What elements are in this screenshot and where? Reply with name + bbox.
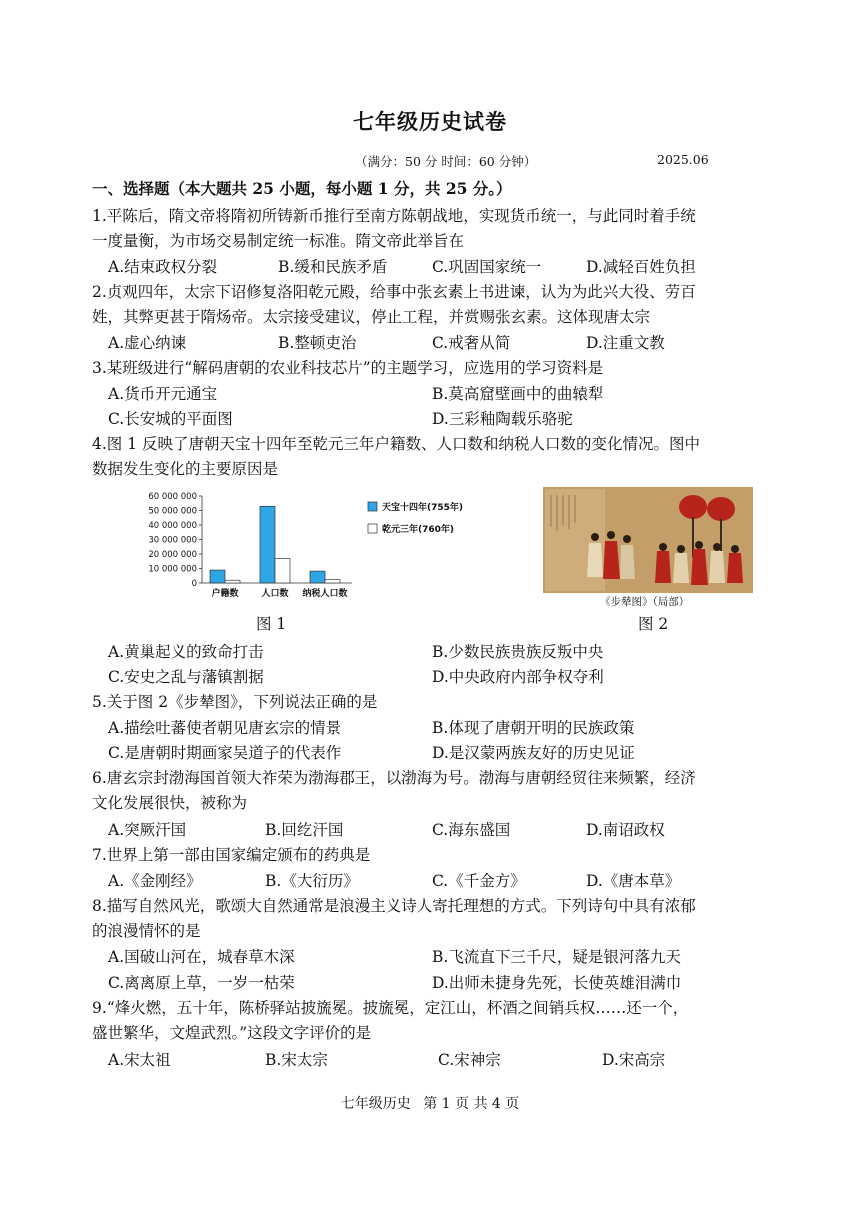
legend-swatch [368, 502, 377, 511]
bar-760 [225, 580, 240, 583]
option-c[interactable]: C.离离原上草，一岁一枯荣 [108, 974, 295, 992]
options-row [108, 945, 788, 970]
option-b[interactable]: B.体现了唐朝开明的民族政策 [432, 719, 635, 737]
question-text-line: 8.描写自然风光，歌颂大自然通常是浪漫主义诗人寄托理想的方式。下列诗句中具有浓郁 [92, 897, 696, 915]
option-c[interactable]: C.海东盛国 [432, 821, 511, 839]
question-text-line: 数据发生变化的主要原因是 [92, 460, 279, 478]
option-a[interactable]: A.《金刚经》 [108, 872, 202, 890]
option-d[interactable]: D.南诏政权 [586, 821, 665, 839]
option-d[interactable]: D.《唐本草》 [586, 872, 681, 890]
option-a[interactable]: A.国破山河在，城春草木深 [108, 948, 295, 966]
option-d[interactable]: D.减轻百姓负担 [586, 258, 696, 276]
y-tick-label: 40 000 000 [148, 521, 197, 531]
footer-page-number: 第 1 页 共 4 页 [423, 1096, 520, 1112]
y-tick-label: 60 000 000 [148, 492, 197, 502]
page-title: 七年级历史试卷 [353, 109, 507, 134]
question-text-line: 9.“烽火燃，五十年，陈桥驿站披旒冕。披旒冕，定江山，杯酒之间销兵权……还一个， [92, 999, 689, 1017]
x-tick-label: 纳税人口数 [302, 589, 348, 599]
options-row [108, 255, 788, 280]
question-text-line: 4.图 1 反映了唐朝天宝十四年至乾元三年户籍数、人口数和纳税人口数的变化情况。图中 [92, 435, 701, 453]
x-tick-label: 户籍数 [211, 589, 239, 599]
y-tick-label: 0 [191, 579, 197, 589]
question-text-line: 1.平陈后，隋文帝将隋初所铸新币推行至南方陈朝战地，实现货币统一，与此同时着手统 [92, 207, 696, 225]
option-c[interactable]: C.长安城的平面图 [108, 410, 233, 428]
question-7 [92, 843, 772, 868]
page-footer [0, 1093, 860, 1113]
section-heading: 一、选择题（本大题共 25 小题，每小题 1 分，共 25 分。） [92, 179, 512, 198]
question-text-line: 6.唐玄宗封渤海国首领大祚荣为渤海郡王，以渤海为号。渤海与唐朝经贸往来频繁，经济 [92, 769, 696, 787]
options-row [108, 716, 788, 741]
option-a[interactable]: A.货币开元通宝 [108, 385, 218, 403]
option-b[interactable]: B.整顿吏治 [278, 334, 357, 352]
bar-760 [325, 580, 340, 583]
y-tick-label: 50 000 000 [148, 506, 197, 517]
bar-755 [210, 570, 225, 583]
figure-2-caption: 图 2 [638, 615, 669, 633]
question-text-line: 7.世界上第一部由国家编定颁布的药典是 [92, 846, 371, 864]
option-d[interactable]: D.宋高宗 [602, 1051, 666, 1069]
question-2 [92, 280, 772, 330]
question-text-line: 2.贞观四年，太宗下诏修复洛阳乾元殿，给事中张玄素上书进谏，认为为此兴大役、劳百 [92, 283, 696, 301]
options-row [108, 665, 788, 690]
figure-1-bar-chart [140, 486, 480, 606]
question-9 [92, 996, 772, 1046]
options-row [108, 640, 788, 665]
question-text-line: 5.关于图 2《步辇图》，下列说法正确的是 [92, 693, 378, 711]
option-a[interactable]: A.描绘吐蕃使者朝见唐玄宗的情景 [108, 719, 342, 737]
x-tick-label: 人口数 [261, 589, 289, 599]
option-d[interactable]: D.是汉蒙两族友好的历史见证 [432, 744, 635, 762]
painting-image [543, 487, 753, 593]
legend-label: 乾元三年(760年) [382, 525, 455, 535]
option-b[interactable]: B.少数民族贵族反叛中央 [432, 643, 604, 661]
option-c[interactable]: C.《千金方》 [432, 872, 526, 890]
y-tick-label: 10 000 000 [148, 564, 197, 575]
question-8 [92, 894, 772, 944]
y-tick-label: 20 000 000 [148, 550, 197, 560]
option-d[interactable]: D.三彩釉陶载乐骆驼 [432, 410, 573, 428]
option-c[interactable]: C.宋神宗 [438, 1051, 501, 1069]
option-c[interactable]: C.是唐朝时期画家吴道子的代表作 [108, 744, 342, 762]
bar-755 [310, 571, 325, 583]
bar-755 [260, 506, 275, 583]
figure-1-caption: 图 1 [256, 615, 287, 633]
option-d[interactable]: D.注重文教 [586, 334, 665, 352]
painting-caption: 《步辇图》（局部） [600, 596, 690, 608]
option-a[interactable]: A.虚心纳谏 [108, 334, 187, 352]
options-row [108, 741, 788, 766]
legend-swatch [368, 524, 377, 533]
option-a[interactable]: A.宋太祖 [108, 1051, 171, 1069]
question-text-line: 一度量衡，为市场交易制定统一标准。隋文帝此举旨在 [92, 232, 465, 250]
option-a[interactable]: A.结束政权分裂 [108, 258, 218, 276]
footer-subject: 七年级历史 [340, 1096, 411, 1112]
options-row [108, 1048, 788, 1073]
option-c[interactable]: C.巩固国家统一 [432, 258, 542, 276]
question-5 [92, 690, 772, 715]
option-b[interactable]: B.《大衍历》 [265, 872, 359, 890]
option-a[interactable]: A.突厥汗国 [108, 821, 187, 839]
option-c[interactable]: C.戒奢从简 [432, 334, 511, 352]
exam-info: （满分：50 分 时间：60 分钟） [355, 154, 537, 169]
bar-760 [275, 558, 290, 583]
option-d[interactable]: D.出师未捷身先死，长使英雄泪满巾 [432, 974, 682, 992]
options-row [108, 971, 788, 996]
question-3 [92, 356, 772, 381]
question-text-line: 盛世繁华，文煌武烈。”这段文字评价的是 [92, 1024, 372, 1042]
options-row [108, 407, 788, 432]
option-c[interactable]: C.安史之乱与藩镇割据 [108, 668, 264, 686]
option-b[interactable]: B.飞流直下三千尺，疑是银河落九天 [432, 948, 681, 966]
question-6 [92, 766, 772, 816]
question-text-line: 的浪漫情怀的是 [92, 922, 201, 940]
y-tick-label: 30 000 000 [148, 535, 197, 546]
option-b[interactable]: B.回纥汗国 [265, 821, 344, 839]
option-d[interactable]: D.中央政府内部争权夺利 [432, 668, 604, 686]
exam-date: 2025.06 [657, 152, 709, 167]
options-row [108, 382, 788, 407]
option-b[interactable]: B.宋太宗 [265, 1051, 328, 1069]
option-b[interactable]: B.缓和民族矛盾 [278, 258, 388, 276]
question-text-line: 姓，其弊更甚于隋炀帝。太宗接受建议，停止工程，并赏赐张玄素。这体现唐太宗 [92, 308, 651, 326]
question-text-line: 文化发展很快，被称为 [92, 794, 248, 812]
option-a[interactable]: A.黄巢起义的致命打击 [108, 643, 264, 661]
question-text-line: 3.某班级进行“解码唐朝的农业科技芯片”的主题学习，应选用的学习资料是 [92, 359, 604, 377]
question-1 [92, 204, 772, 254]
legend-label: 天宝十四年(755年) [382, 503, 464, 513]
question-4 [92, 432, 772, 482]
option-b[interactable]: B.莫高窟壁画中的曲辕犁 [432, 385, 604, 403]
options-row [108, 818, 788, 843]
options-row [108, 869, 788, 894]
options-row [108, 331, 788, 356]
